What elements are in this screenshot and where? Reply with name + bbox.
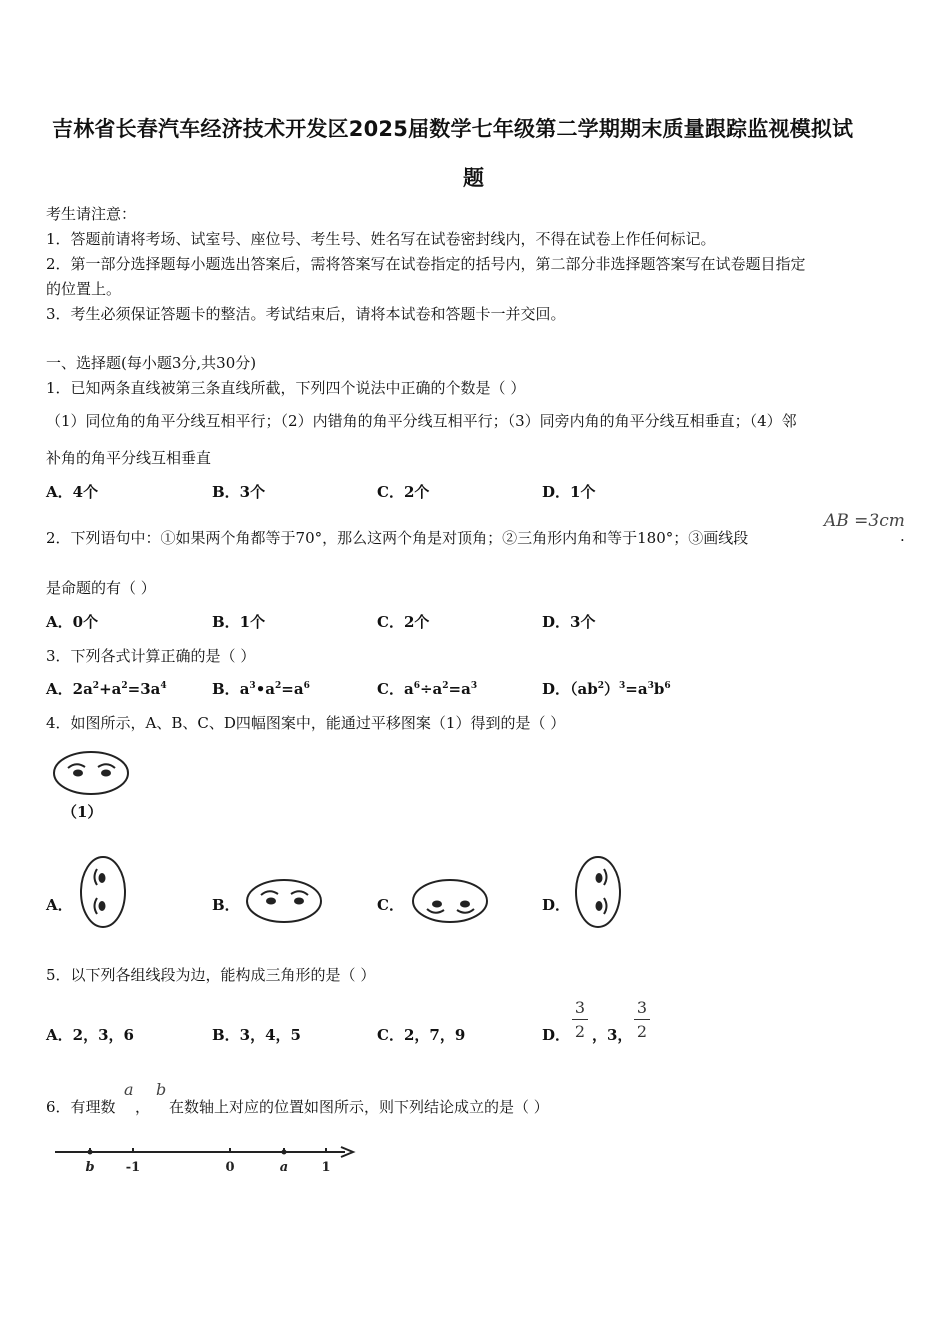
point-a [282, 1150, 287, 1155]
q4-option-b: B． [212, 896, 240, 914]
q1-option-c: C．2个 [377, 483, 430, 501]
q3-stem: 3．下列各式计算正确的是（ ） [46, 647, 256, 665]
notice-item-2-continued: 的位置上。 [46, 280, 122, 298]
q2-option-d: D．3个 [542, 613, 596, 631]
label-a: a [279, 1160, 289, 1175]
notice-item-3: 3．考生必须保证答题卡的整洁。考试结束后，请将本试卷和答题卡一并交回。 [46, 305, 566, 323]
q1-statements: （1）同位角的角平分线互相平行；（2）内错角的角平分线互相平行；（3）同旁内角的角平分线互相垂直；（4）邻 [46, 412, 797, 430]
q6-var-a: a [124, 1080, 134, 1099]
notice-heading: 考生请注意： [46, 205, 137, 223]
q1-statements-continued: 补角的角平分线互相垂直 [46, 449, 212, 467]
q4-option-d-face [573, 855, 625, 931]
q3-option-d: D．$(ab^2)^3=a^3b^6$ [542, 680, 671, 698]
q5-option-d-fraction-1: 3 2 [572, 998, 588, 1041]
number-line [55, 1140, 360, 1176]
q3-option-a: A．$2a^2+a^2=3a^4$ [46, 680, 167, 698]
q3-option-b: B．$a^3•a^2=a^6$ [212, 680, 310, 698]
q1-stem: 1．已知两条直线被第三条直线所截，下列四个说法中正确的个数是（ ） [46, 379, 526, 397]
page-title: 吉林省长春汽车经济技术开发区2025届数学七年级第二学期期末质量跟踪监视模拟试 [52, 117, 854, 141]
q2-option-b: B．1个 [212, 613, 266, 631]
q5-option-c: C．2，7，9 [377, 1026, 466, 1044]
q2-period: . [900, 527, 905, 545]
q4-option-c: C． [377, 896, 404, 914]
q5-option-d-label: D． [542, 1026, 571, 1044]
q4-option-d: D． [542, 896, 571, 914]
label-1: 1 [321, 1160, 331, 1175]
q4-option-a-face [78, 855, 130, 931]
q1-option-d: D．1个 [542, 483, 596, 501]
q5-option-a: A．2，3，6 [46, 1026, 134, 1044]
page-title-continued: 题 [463, 166, 485, 190]
label-minus-1: -1 [125, 1160, 141, 1175]
q2-option-a: A．0个 [46, 613, 99, 631]
q3-option-c: C．$a^6\div a^2=a^3$ [377, 680, 478, 698]
q1-option-b: B．3个 [212, 483, 266, 501]
notice-item-2: 2．第一部分选择题每小题选出答案后，需将答案写在试卷指定的括号内，第二部分非选择题答案写在试卷题目指定 [46, 255, 806, 273]
q2-stem: 2．下列语句中：①如果两个角都等于70°，那么这两个角是对顶角；②三角形内角和等于180°；③画线段 [46, 529, 749, 547]
q6-stem-prefix: 6．有理数 [46, 1098, 116, 1116]
q4-option-b-face [244, 877, 326, 927]
q6-stem-suffix: 在数轴上对应的位置如图所示，则下列结论成立的是（ ） [169, 1098, 549, 1116]
q2-stem-continued: 是命题的有（ ） [46, 579, 156, 597]
label-b: b [85, 1160, 95, 1175]
q4-stem: 4．如图所示，A、B、C、D四幅图案中，能通过平移图案（1）得到的是（ ） [46, 714, 566, 732]
q1-option-a: A．4个 [46, 483, 99, 501]
q5-stem: 5．以下列各组线段为边，能构成三角形的是（ ） [46, 966, 376, 984]
notice-item-1: 1．答题前请将考场、试室号、座位号、考生号、姓名写在试卷密封线内，不得在试卷上作任何标记。 [46, 230, 716, 248]
figure-1-label: （1） [62, 803, 103, 821]
q4-option-c-face [410, 877, 492, 927]
figure-1-face [52, 750, 132, 798]
q5-option-d-fraction-2: 3 2 [634, 998, 650, 1041]
q5-option-b: B．3，4，5 [212, 1026, 301, 1044]
section-heading: 一、选择题(每小题3分,共30分) [46, 354, 257, 372]
q6-comma: ， [135, 1098, 151, 1116]
q2-formula: AB =3cm [824, 511, 905, 531]
point-b [88, 1150, 93, 1155]
q6-var-b: b [156, 1080, 167, 1099]
q2-option-c: C．2个 [377, 613, 430, 631]
q4-option-a: A． [46, 896, 73, 914]
q5-option-d-middle: ，3， [592, 1026, 633, 1044]
label-0: 0 [225, 1160, 235, 1175]
